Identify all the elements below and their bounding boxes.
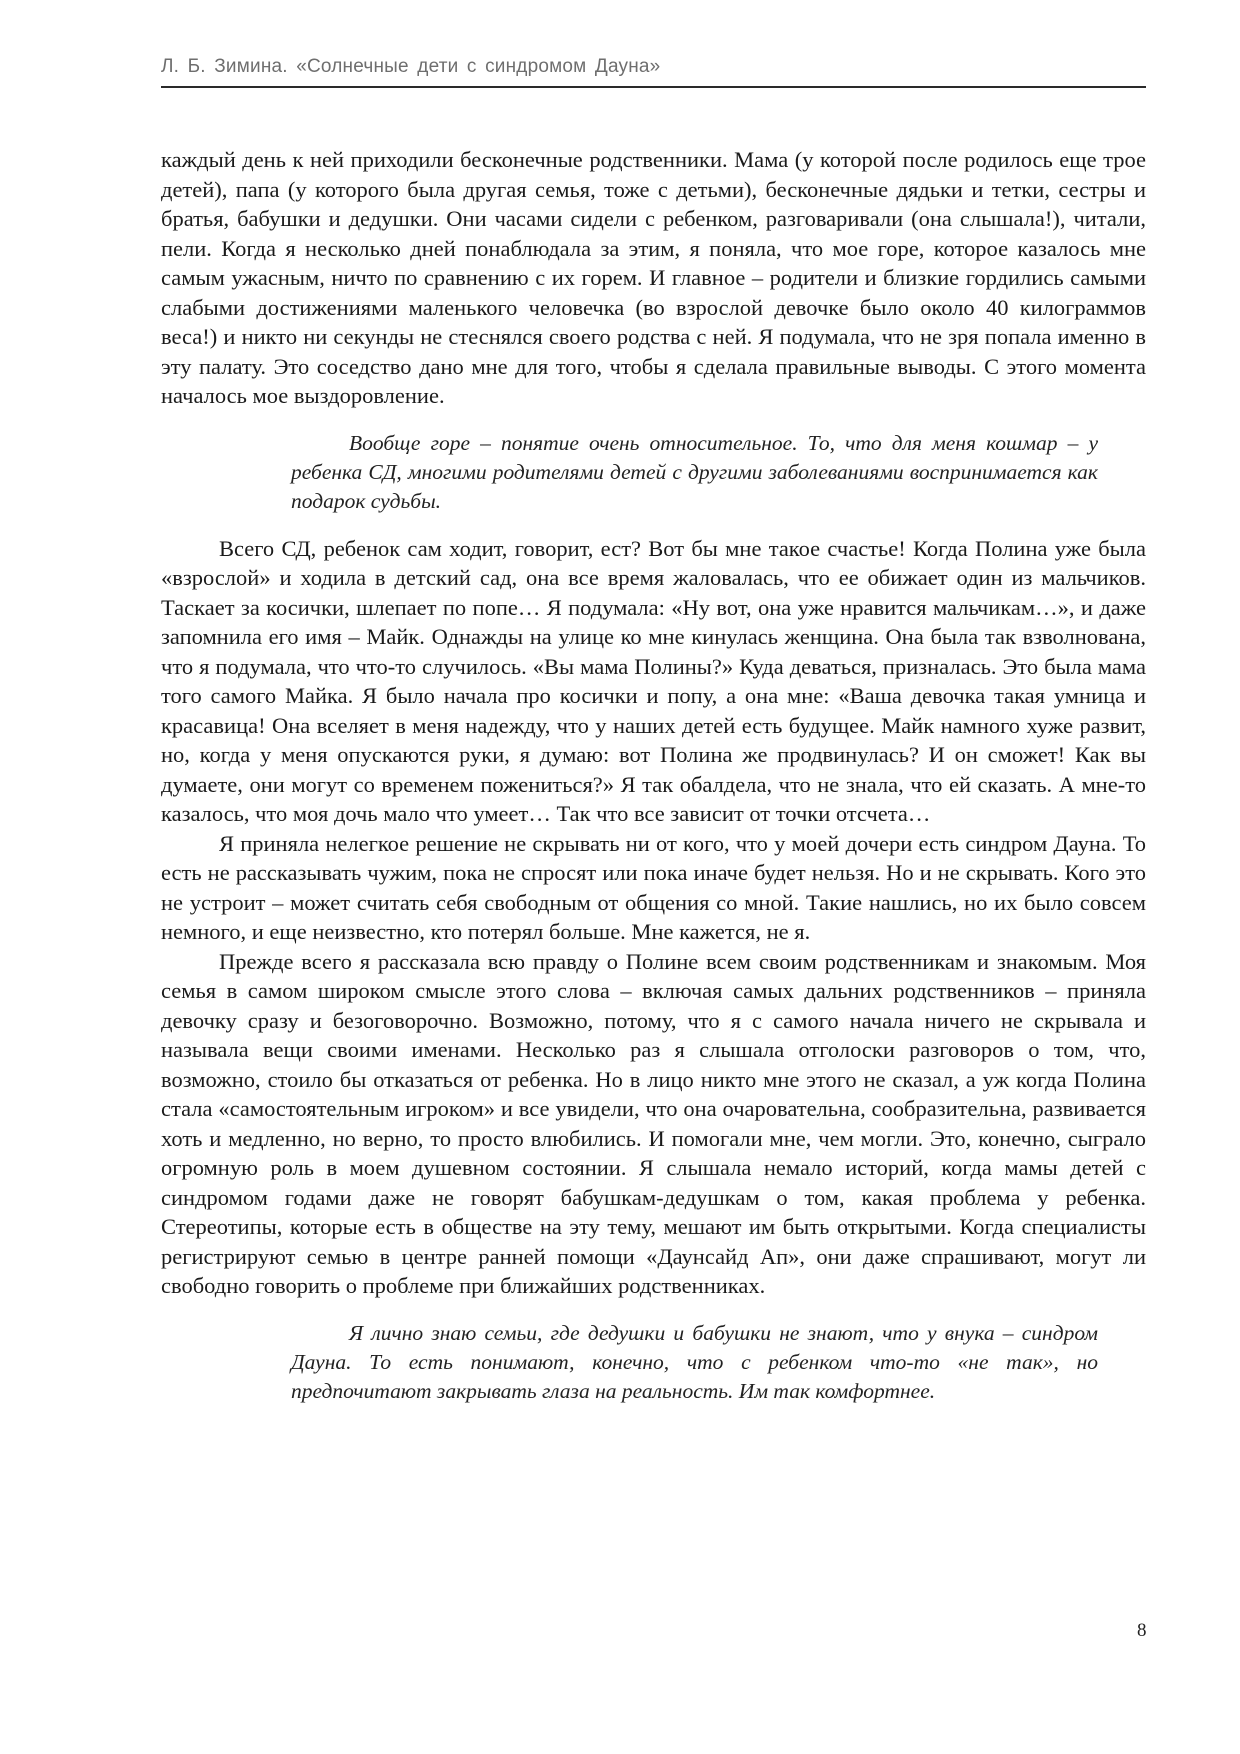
- italic-quote: Вообще горе – понятие очень относительное. То, что для меня кошмар – у ребенка СД, многими родителями детей с другими заболеваниями воспринимается как подарок судьбы.: [291, 430, 1098, 513]
- body-text: [161, 145, 1146, 1412]
- paragraph: Я приняла нелегкое решение не скрывать ни от кого, что у моей дочери есть синдром Дауна. То есть не рассказывать чужим, пока не спросят или пока иначе будет нельзя. Но и не скрывать. Кого это не устроит – может считать себя свободным от общения со мной. Такие нашлись, но их было совсем немного, и еще неизвестно, кто потерял больше. Мне кажется, не я.: [161, 830, 1146, 944]
- spacer: [161, 522, 1146, 534]
- paragraph: каждый день к ней приходили бесконечные родственники. Мама (у которой после родилось еще трое детей), папа (у которого была другая семья, тоже с детьми), бесконечные дядьки и тетки, сестры и братья, бабушки и дедушки. Они часами сидели с ребенком, разговаривали (она слышала!), читали, пели. Когда я несколько дней понаблюдала за этим, я поняла, что мое горе, которое казалось мне самым ужасным, ничто по сравнению с их горем. И главное – родители и близкие гордились самыми слабыми достижениями маленького человечка (во взрослой девочке было около 40 килограммов веса!) и никто ни секунды не стеснялся своего родства с ней. Я подумала, что не зря попала именно в эту палату. Это соседство дано мне для того, чтобы я сделала правильные выводы. С этого момента началось мое выздоровление.: [161, 147, 1146, 408]
- spacer: [161, 1301, 1146, 1313]
- paragraph: Прежде всего я рассказала всю правду о Полине всем своим родственникам и знакомым. Моя семья в самом широком смысле этого слова – включая самых дальних родственников – приняла девочку сразу и безоговорочно. Возможно, потому, что я с самого начала ничего не скрывала и называла вещи своими именами. Несколько раз я слышала отголоски разговоров о том, что, возможно, стоило бы отказаться от ребенка. Но в лицо никто мне этого не сказал, а уж когда Полина стала «самостоятельным игроком» и все увидели, что она очаровательна, сообразительна, развивается хоть и медленно, но верно, то просто влюбились. И помогали мне, чем могли. Это, конечно, сыграло огромную роль в моем душевном состоянии. Я слышала немало историй, когда мамы детей с синдромом годами даже не говорят бабушкам-дедушкам о том, какая проблема у ребенка. Стереотипы, которые есть в обществе на эту тему, мешают им быть открытыми. Когда специалисты регистрируют семью в центре ранней помощи «Даунсайд Ап», они даже спрашивают, могут ли свободно говорить о проблеме при ближайших родственниках.: [161, 948, 1146, 1298]
- spacer: [161, 411, 1146, 423]
- italic-quote: Я лично знаю семьи, где дедушки и бабушки не знают, что у внука – синдром Дауна. То есть понимают, конечно, что с ребенком что-то «не так», но предпочитают закрывать глаза на реальность. Им так комфортнее.: [291, 1320, 1098, 1403]
- page-number: 8: [1137, 1620, 1147, 1641]
- paragraph: Всего СД, ребенок сам ходит, говорит, ест? Вот бы мне такое счастье! Когда Полина уже была «взрослой» и ходила в детский сад, она все время жаловалась, что ее обижает один из мальчиков. Таскает за косички, шлепает по попе… Я подумала: «Ну вот, она уже нравится мальчикам…», и даже запомнила его имя – Майк. Однажды на улице ко мне кинулась женщина. Она была так взволнована, что я подумала, что что-то случилось. «Вы мама Полины?» Куда деваться, призналась. Это была мама того самого Майка. Я было начала про косички и попу, а она мне: «Ваша девочка такая умница и красавица! Она вселяет в меня надежду, что у наших детей есть будущее. Майк намного хуже развит, но, когда у меня опускаются руки, я думаю: вот Полина же продвинулась? И он сможет! Как вы думаете, они могут со временем пожениться?» Я так обалдела, что не знала, что ей сказать. А мне-то казалось, что моя дочь мало что умеет… Так что все зависит от точки отсчета…: [161, 535, 1146, 826]
- running-header: Л. Б. Зимина. «Солнечные дети с синдромом Дауна»: [161, 56, 661, 77]
- header-rule: [161, 86, 1146, 88]
